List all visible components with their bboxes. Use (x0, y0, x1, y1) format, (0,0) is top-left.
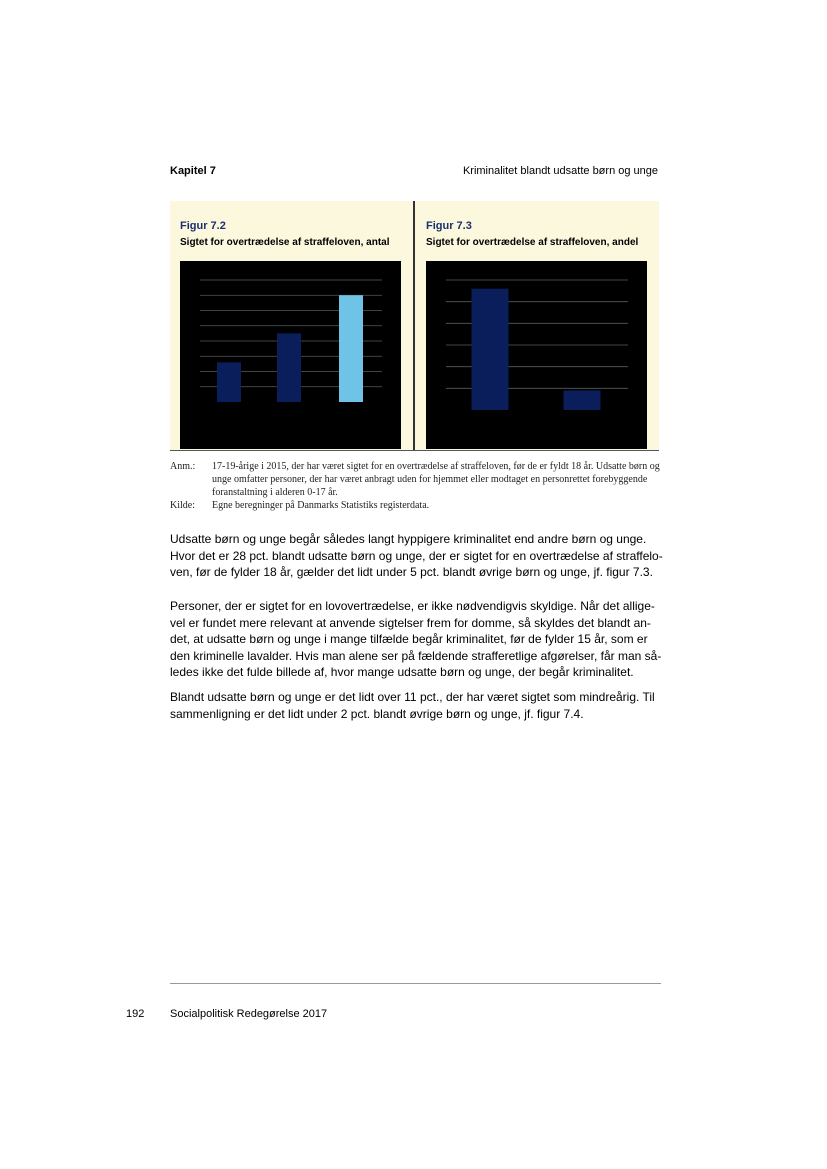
figure-bottom-rule (170, 450, 659, 451)
footer-rule (170, 983, 661, 984)
bar-2 (564, 391, 601, 411)
note-anm-text: 17-19-årige i 2015, der har været sigtet for en overtrædelse af straffeloven, før de er fyldt 18 år. Udsatte børn og unge omfatter personer, der har været anbragt uden for hjemmet eller modtaget en personrettet forebyggende foranstaltning i alderen 0-17 år. (212, 461, 660, 498)
paragraph-line: det, at udsatte børn og unge i mange tilfælde begår kriminalitet, før de fylder 15 år, som er (170, 632, 648, 646)
paragraph-line: sammenligning er det lidt under 2 pct. blandt øvrige børn og unge, jf. figur 7.4. (170, 706, 584, 721)
figure-7-2-title: Sigtet for overtrædelse af straffeloven, antal (180, 237, 390, 248)
note-kilde (170, 499, 660, 512)
page-number: 192 (126, 1008, 145, 1020)
paragraph-line: Udsatte børn og unge begår således langt hyppigere kriminalitet end andre børn og unge. (170, 532, 647, 546)
footer-publication: Socialpolitisk Redegørelse 2017 (170, 1008, 328, 1020)
paragraph-line: Personer, der er sigtet for en lovovertrædelse, er ikke nødvendigvis skyldige. Når det allige- (170, 599, 655, 613)
note-anm (170, 460, 660, 499)
paragraph-line: Blandt udsatte børn og unge er det lidt over 11 pct., der har været sigtet som mindreårig. Til (170, 690, 655, 704)
note-anm-label: Anm.: (170, 461, 196, 472)
section-title: Kriminalitet blandt udsatte børn og unge (462, 165, 658, 177)
note-kilde-text: Egne beregninger på Danmarks Statistiks registerdata. (212, 500, 430, 511)
bar-3 (339, 295, 363, 402)
note-kilde-label: Kilde: (170, 500, 195, 511)
bar-1 (472, 289, 509, 410)
figure-notes (170, 460, 660, 512)
paragraph-line: ven, før de fylder 18 år, gælder det lidt under 5 pct. blandt øvrige børn og unge, jf. figur 7.3. (170, 565, 653, 579)
figure-7-3-number: Figur 7.3 (426, 220, 472, 232)
figure-7-2-plot (180, 261, 401, 449)
paragraph-1 (170, 531, 663, 581)
paragraph-2 (170, 598, 660, 681)
paragraph-3 (170, 689, 660, 722)
paragraph-line: den kriminelle lavalder. Hvis man alene ser på fældende strafferetlige afgørelser, får man så- (170, 648, 662, 663)
bar-1 (217, 362, 241, 402)
figure-7-2-chart (180, 261, 401, 449)
paragraph-line: Hvor det er 28 pct. blandt udsatte børn og unge, der er sigtet for en overtrædelse af straffelo- (170, 548, 663, 563)
bar-2 (277, 333, 301, 402)
figure-7-3-title: Sigtet for overtrædelse af straffeloven, andel (426, 237, 639, 248)
figure-7-3-plot (426, 261, 647, 449)
paragraph-line: vel er fundet mere relevant at anvende sigtelser frem for domme, så skyldes det blandt an- (170, 615, 651, 630)
figure-7-3-chart (426, 261, 647, 449)
paragraph-line: ledes ikke det fulde billede af, hvor mange udsatte børn og unge, der begår kriminalitet. (170, 665, 634, 679)
chapter-label: Kapitel 7 (170, 165, 216, 177)
figure-divider (413, 201, 415, 451)
figure-7-2-number: Figur 7.2 (180, 220, 226, 232)
